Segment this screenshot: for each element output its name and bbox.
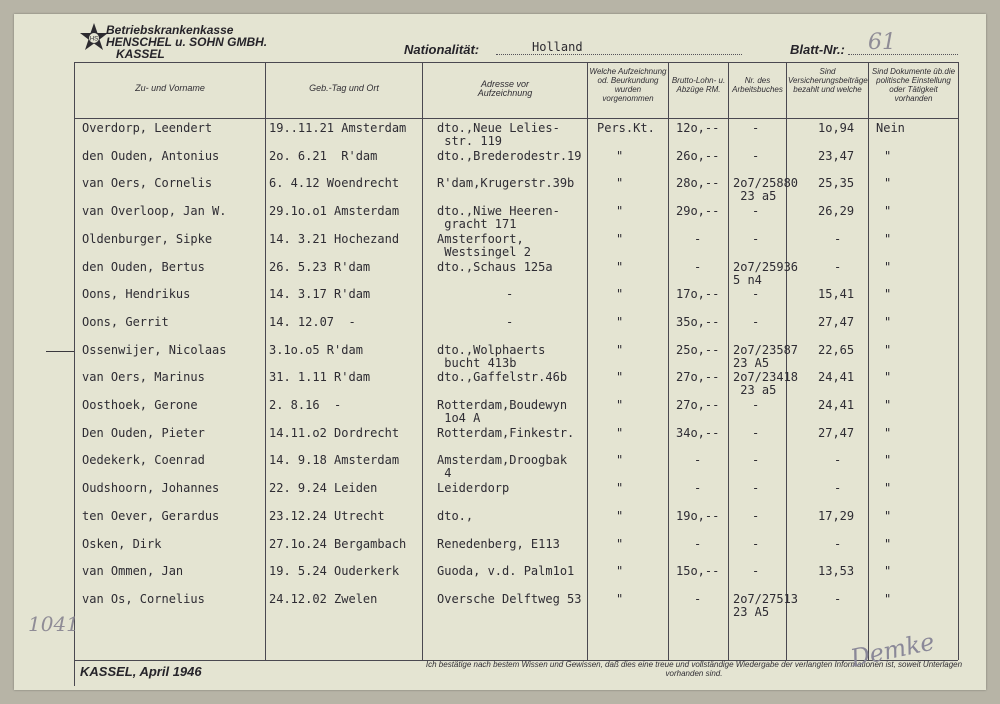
table-row (0, 316, 1000, 340)
cell-name: den Ouden, Antonius (82, 149, 220, 163)
cell-insurance: 25,35 (818, 176, 855, 190)
cell-political-docs: " (884, 287, 892, 301)
table-header-bottom-border (74, 118, 958, 119)
column-header-political-docs: Sind Dokumente üb.die politische Einstellung oder Tätigkeit vorhanden (871, 67, 956, 103)
company-line-2: HENSCHEL u. SOHN GMBH. (106, 35, 268, 49)
cell-record: " (616, 426, 624, 440)
cell-name: Oudshoorn, Johannes (82, 481, 220, 495)
column-header-birth: Geb.-Tag und Ort (309, 83, 379, 93)
cell-political-docs: Nein (876, 121, 905, 135)
table-row (0, 205, 1000, 229)
table-row (0, 399, 1000, 423)
cell-insurance: - (834, 260, 842, 274)
cell-name: van Ommen, Jan (82, 564, 184, 578)
cell-wage: - (694, 537, 702, 551)
cell-workbook: - (752, 287, 760, 301)
cell-workbook: - (752, 564, 760, 578)
cell-record: " (616, 315, 624, 329)
company-name-block (106, 24, 267, 60)
cell-record: " (616, 592, 624, 606)
cell-record: " (616, 204, 624, 218)
margin-tick-mark (46, 351, 74, 352)
table-row (0, 150, 1000, 174)
cell-name: den Ouden, Bertus (82, 260, 205, 274)
cell-birth: 31. 1.11 R'dam (269, 370, 371, 384)
cell-insurance: 23,47 (818, 149, 855, 163)
cell-address: Amsterfoort, Westsingel 2 (437, 232, 531, 259)
cell-wage: 15o,-- (676, 564, 720, 578)
cell-wage: 12o,-- (676, 121, 720, 135)
cell-workbook: - (752, 204, 760, 218)
cell-insurance: 24,41 (818, 370, 855, 384)
cell-political-docs: " (884, 149, 892, 163)
cell-address: Renedenberg, E113 (437, 537, 560, 551)
table-row (0, 454, 1000, 478)
cell-birth: 2. 8.16 - (269, 398, 342, 412)
cell-workbook: - (752, 426, 760, 440)
margin-pencil-note: 1041 (28, 612, 79, 636)
cell-wage: 19o,-- (676, 509, 720, 523)
cell-address: R'dam,Krugerstr.39b (437, 176, 575, 190)
cell-insurance: 1o,94 (818, 121, 855, 135)
nationality-label: Nationalität: (404, 42, 480, 57)
cell-record: " (616, 537, 624, 551)
cell-workbook: - (752, 232, 760, 246)
cell-name: Oons, Gerrit (82, 315, 169, 329)
cell-insurance: - (834, 481, 842, 495)
cell-wage: 28o,-- (676, 176, 720, 190)
cell-wage: - (694, 592, 702, 606)
cell-birth: 26. 5.23 R'dam (269, 260, 371, 274)
cell-wage: - (694, 453, 702, 467)
cell-address: dto.,Wolphaerts bucht 413b (437, 343, 546, 370)
cell-political-docs: " (884, 343, 892, 357)
cell-birth: 22. 9.24 Leiden (269, 481, 378, 495)
cell-workbook: - (752, 149, 760, 163)
cell-political-docs: " (884, 509, 892, 523)
cell-address: Rotterdam,Boudewyn 1o4 A (437, 398, 568, 425)
cell-name: van Oers, Marinus (82, 370, 205, 384)
cell-insurance: 27,47 (818, 315, 855, 329)
cell-political-docs: " (884, 260, 892, 274)
cell-record: " (616, 343, 624, 357)
table-row (0, 288, 1000, 312)
cell-insurance: - (834, 592, 842, 606)
cell-address: dto.,Brederodestr.19 (437, 149, 582, 163)
table-row (0, 122, 1000, 146)
cell-name: Osken, Dirk (82, 537, 162, 551)
cell-wage: - (694, 481, 702, 495)
table-row (0, 344, 1000, 368)
footer-certification-note: Ich bestätige nach bestem Wissen und Gewissen, daß dies eine treue und vollständige Wiedergabe der verlangten Informationen ist, soweit Unterlagen vorhanden sind. (425, 660, 963, 678)
column-header-record: Welche Aufzeichnung od. Beurkundung wurden vorgenommen (589, 67, 667, 103)
cell-record: " (616, 481, 624, 495)
cell-wage: 25o,-- (676, 343, 720, 357)
cell-name: Oedekerk, Coenrad (82, 453, 205, 467)
cell-workbook: 2o7/25880 23 a5 (733, 176, 799, 203)
cell-wage: 27o,-- (676, 370, 720, 384)
cell-workbook: 2o7/23418 23 a5 (733, 370, 799, 397)
cell-wage: - (694, 232, 702, 246)
cell-political-docs: " (884, 592, 892, 606)
cell-name: Oosthoek, Gerone (82, 398, 198, 412)
cell-political-docs: " (884, 176, 892, 190)
cell-wage: 35o,-- (676, 315, 720, 329)
handwritten-signature: Demke (848, 627, 937, 673)
cell-record: " (616, 564, 624, 578)
cell-political-docs: " (884, 370, 892, 384)
table-row (0, 233, 1000, 257)
cell-birth: 24.12.02 Zwelen (269, 592, 378, 606)
cell-birth: 19..11.21 Amsterdam (269, 121, 407, 135)
cell-insurance: 24,41 (818, 398, 855, 412)
cell-workbook: - (752, 509, 760, 523)
table-row (0, 261, 1000, 285)
cell-birth: 14. 3.17 R'dam (269, 287, 371, 301)
cell-birth: 23.12.24 Utrecht (269, 509, 385, 523)
cell-insurance: 13,53 (818, 564, 855, 578)
sheet-number-label: Blatt-Nr.: (790, 42, 845, 57)
cell-wage: 17o,-- (676, 287, 720, 301)
cell-political-docs: " (884, 398, 892, 412)
cell-workbook: - (752, 453, 760, 467)
cell-wage: 27o,-- (676, 398, 720, 412)
cell-political-docs: " (884, 204, 892, 218)
cell-record: " (616, 232, 624, 246)
table-top-border (74, 62, 958, 63)
cell-workbook: - (752, 121, 760, 135)
table-row (0, 177, 1000, 201)
column-header-name: Zu- und Vorname (135, 83, 205, 93)
sheet-number-value: 61 (868, 30, 896, 55)
cell-name: ten Oever, Gerardus (82, 509, 220, 523)
cell-insurance: - (834, 453, 842, 467)
column-header-address: Adresse vor Aufzeichnung (477, 79, 533, 98)
sheet-number-underline (848, 54, 958, 55)
cell-workbook: 2o7/23587 23 A5 (733, 343, 799, 370)
cell-political-docs: " (884, 453, 892, 467)
table-row (0, 510, 1000, 534)
cell-birth: 29.1o.o1 Amsterdam (269, 204, 400, 218)
cell-workbook: - (752, 481, 760, 495)
cell-record: " (616, 260, 624, 274)
cell-name: Overdorp, Leendert (82, 121, 213, 135)
cell-workbook: 2o7/27513 23 A5 (733, 592, 799, 619)
cell-birth: 19. 5.24 Ouderkerk (269, 564, 400, 578)
cell-political-docs: " (884, 232, 892, 246)
table-row (0, 371, 1000, 395)
cell-wage: 26o,-- (676, 149, 720, 163)
cell-name: Den Ouden, Pieter (82, 426, 205, 440)
cell-birth: 2o. 6.21 R'dam (269, 149, 378, 163)
table-row (0, 593, 1000, 617)
cell-name: van Os, Cornelius (82, 592, 205, 606)
column-header-workbook: Nr. des Arbeitsbuches (732, 76, 783, 94)
cell-address: Rotterdam,Finkestr. (437, 426, 575, 440)
cell-record: " (616, 370, 624, 384)
cell-address: dto.,Schaus 125a (437, 260, 553, 274)
cell-birth: 14. 3.21 Hochezand (269, 232, 400, 246)
cell-record: " (616, 176, 624, 190)
cell-address: - (506, 287, 514, 301)
cell-insurance: 17,29 (818, 509, 855, 523)
cell-political-docs: " (884, 426, 892, 440)
cell-address: Guoda, v.d. Palm1o1 (437, 564, 575, 578)
table-row (0, 565, 1000, 589)
cell-insurance: - (834, 537, 842, 551)
cell-name: van Oers, Cornelis (82, 176, 213, 190)
cell-wage: - (694, 260, 702, 274)
table-row (0, 482, 1000, 506)
cell-workbook: - (752, 398, 760, 412)
cell-political-docs: " (884, 537, 892, 551)
cell-address: dto.,Niwe Heeren- gracht 171 (437, 204, 560, 231)
cell-political-docs: " (884, 481, 892, 495)
cell-insurance: 15,41 (818, 287, 855, 301)
cell-name: Oons, Hendrikus (82, 287, 191, 301)
cell-address: dto.,Neue Lelies- str. 119 (437, 121, 560, 148)
cell-record: " (616, 453, 624, 467)
cell-address: dto.,Gaffelstr.46b (437, 370, 568, 384)
cell-name: van Overloop, Jan W. (82, 204, 227, 218)
column-header-wage: Brutto-Lohn- u. Abzüge RM. (671, 76, 726, 94)
cell-record: " (616, 287, 624, 301)
company-line-3: KASSEL (116, 47, 165, 61)
table-row (0, 427, 1000, 451)
nationality-value: Holland (532, 40, 583, 54)
cell-insurance: - (834, 232, 842, 246)
cell-insurance: 26,29 (818, 204, 855, 218)
cell-address: Oversche Delftweg 53 (437, 592, 582, 606)
cell-address: Amsterdam,Droogbak 4 (437, 453, 568, 480)
cell-birth: 3.1o.o5 R'dam (269, 343, 363, 357)
cell-insurance: 22,65 (818, 343, 855, 357)
cell-address: Leiderdorp (437, 481, 510, 495)
cell-birth: 27.1o.24 Bergambach (269, 537, 407, 551)
nationality-underline (496, 54, 742, 55)
cell-birth: 14.11.o2 Dordrecht (269, 426, 400, 440)
cell-name: Ossenwijer, Nicolaas (82, 343, 227, 357)
cell-insurance: 27,47 (818, 426, 855, 440)
cell-wage: 29o,-- (676, 204, 720, 218)
table-row (0, 538, 1000, 562)
cell-birth: 14. 9.18 Amsterdam (269, 453, 400, 467)
cell-workbook: 2o7/25936 5 n4 (733, 260, 799, 287)
cell-wage: 34o,-- (676, 426, 720, 440)
cell-record: " (616, 509, 624, 523)
cell-record: " (616, 398, 624, 412)
cell-workbook: - (752, 537, 760, 551)
cell-address: - (506, 315, 514, 329)
cell-political-docs: " (884, 315, 892, 329)
cell-name: Oldenburger, Sipke (82, 232, 213, 246)
company-line-1: Betriebskrankenkasse (106, 23, 234, 37)
cell-address: dto., (437, 509, 474, 523)
cell-record: " (616, 149, 624, 163)
cell-record: Pers.Kt. (597, 121, 655, 135)
cell-workbook: - (752, 315, 760, 329)
cell-birth: 14. 12.07 - (269, 315, 356, 329)
svg-text:HS: HS (89, 36, 99, 43)
cell-political-docs: " (884, 564, 892, 578)
footer-place-date: KASSEL, April 1946 (80, 664, 202, 679)
column-header-insurance: Sind Versicherungsbeiträge bezahlt und welche (788, 67, 868, 94)
cell-birth: 6. 4.12 Woendrecht (269, 176, 400, 190)
